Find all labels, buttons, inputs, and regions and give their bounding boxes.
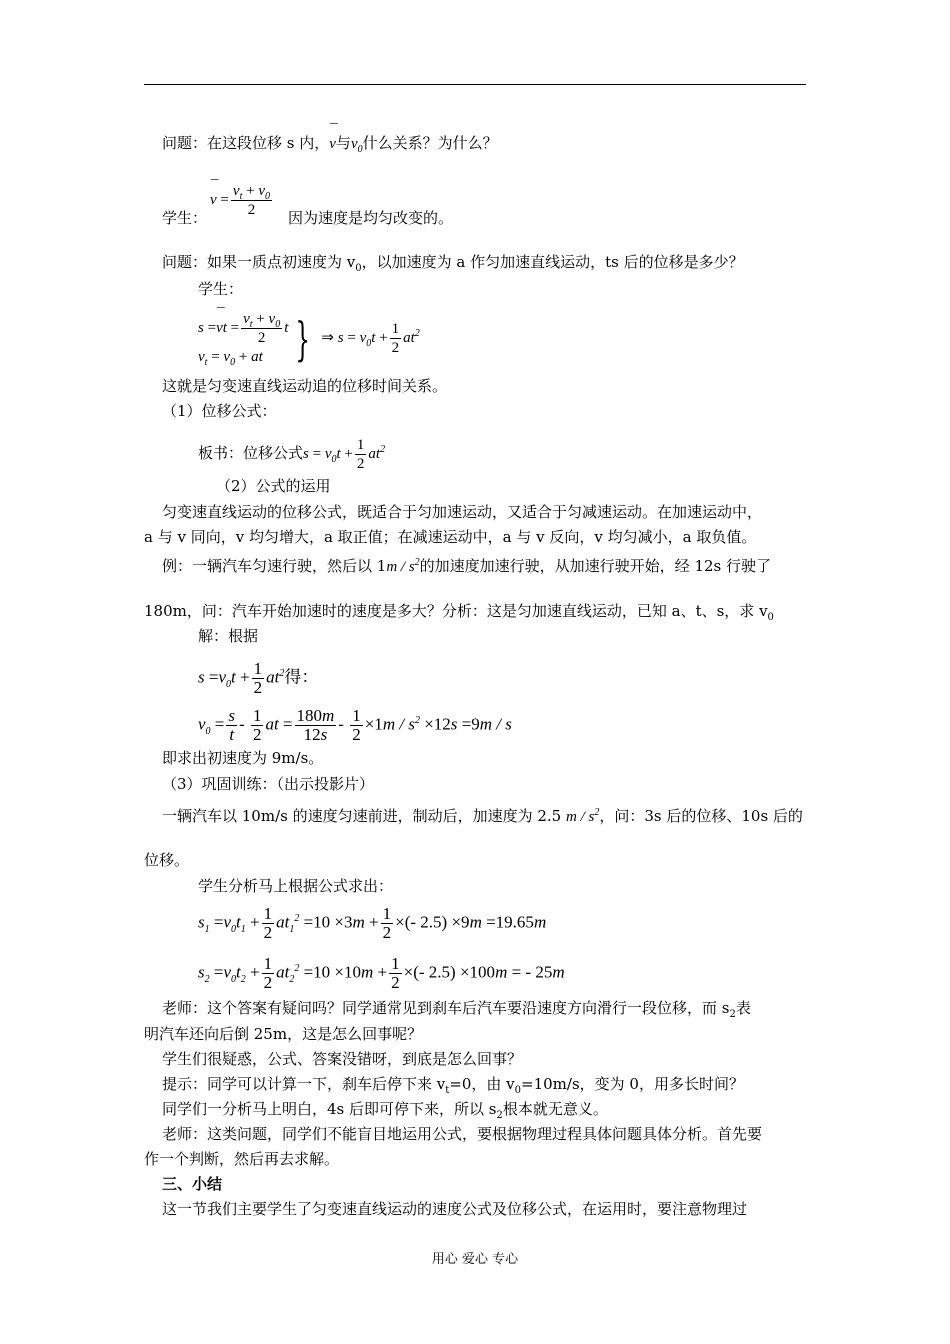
teacher-1b-text: 表 [735, 999, 751, 1017]
page-footer: 用心 爱心 专心 [431, 1252, 519, 1267]
exercise-text-b: ，问：3s 后的位移、10s 后的 [599, 807, 803, 825]
paragraph-1b: a 与 v 同向，v 均匀增大，a 取正值；在减速运动中，a 与 v 反向，v 均匀减小，a 取负值。 [144, 528, 757, 546]
teacher-1a: 老师：这个答案有疑问吗？同学通常见到刹车后汽车要沿速度方向滑行一段位移，而 $s_2$表 [162, 999, 751, 1020]
header-rule [144, 84, 806, 85]
student-answer-1: 因为速度是均匀改变的。 [288, 209, 454, 227]
paragraph-1a: 匀变速直线运动的位移公式，既适合于匀加速运动，又适合于匀减速运动。在加速运动中， [162, 503, 763, 521]
summary-heading: 三、小结 [162, 1175, 223, 1193]
example-text-a: 例：一辆汽车匀速行驶，然后以 1 [162, 557, 387, 575]
math-v0: $v_0$ [350, 136, 363, 155]
formula-solve-2: $v_0$ = $\frac{s}{t}$ - $\frac{1}{2}$ at = $\frac{180m}{12s}$ - $\frac{1}{2}$ $\times 1m / s^2 \times 12s =9m / s$ [198, 706, 512, 744]
section-2-heading: （2）公式的运用 [216, 477, 331, 495]
q2-text: 问题：如果一质点初速度为 v [162, 253, 356, 271]
realize-text: 同学们一分析马上明白，4s 后即可停下来，所以 $s_2$根本就无意义。 [162, 1100, 608, 1121]
exercise-text-a: 一辆汽车以 10m/s 的速度匀速前进，制动后，加速度为 2.5 [162, 807, 562, 825]
hint-b: =0，由 v [449, 1075, 515, 1093]
teacher-1c: 明汽车还向后倒 25m，这是怎么回事呢？ [144, 1025, 423, 1043]
example-1a: 例：一辆汽车匀速行驶，然后以 $1m / s^2$的加速度加速行驶，从加速行驶开始，经 12s 行驶了 [162, 557, 771, 575]
example-text-b: 的加速度加速行驶，从加速行驶开始，经 12s 行驶了 [419, 557, 771, 575]
de-text: 得： [284, 667, 319, 687]
math-vbar: ¯ v [329, 134, 336, 154]
student-label-2: 学生： [198, 280, 244, 298]
formula-vavg: ¯ v = $\frac{v_t + v_0}{2}$ [210, 180, 274, 220]
relation-text: 这就是匀变速直线运动追的位移时间关系。 [162, 377, 448, 395]
formula-derivation: s =¯ vt = $\frac{v_t + v_0}{2}$ t $v_t = v_0$ + at } ⇒ $s = v_0t$ + $\frac{1}{2}$ $at^2$ [198, 310, 420, 367]
student-label-1: 学生： [162, 209, 208, 227]
teacher-2b: 作一个判断，然后再去求解。 [144, 1150, 340, 1168]
teacher-1a-text: 老师：这个答案有疑问吗？同学通常见到刹车后汽车要沿速度方向滑行一段位移，而 s [162, 999, 730, 1017]
realize-b: 根本就无意义。 [502, 1100, 608, 1118]
question-2: 问题：如果一质点初速度为 $v_0$，以加速度为 a 作匀加速直线运动，ts 后的位移是多少？ [162, 253, 744, 274]
hint-text: 提示：同学可以计算一下，刹车后停下来 $v_t=0$，由 $v_0=10m/s$，变为 0，用多长时间？ [162, 1075, 744, 1096]
hint-c: =10m/s，变为 0，用多长时间？ [521, 1075, 744, 1093]
example-1c: 180m，问：汽车开始加速时的速度是多大？分析：这是匀加速直线运动，已知 a、t、s，求 $v_0$ [144, 602, 774, 623]
formula-s2: $s_2 =v_0t_2$ + $\frac{1}{2}$ $at_2^2 =10 \times 10m$ + $\frac{1}{2}$ ×(- 2.5) ×100m = - 25m [198, 954, 565, 992]
doubt-text: 学生们很疑惑，公式、答案没错呀，到底是怎么回事？ [162, 1050, 523, 1068]
formula-s1: $s_1 =v_0t_1$ + $\frac{1}{2}$ $at_1^2 =10 \times 3m$ + $\frac{1}{2}$ ×(- 2.5) ×9m =19.65m [198, 904, 547, 942]
board-formula: 板书：位移公式$s = v_0t$ + $\frac{1}{2}$ $at^2$ [198, 437, 386, 472]
solve-label: 解：根据 [198, 627, 259, 645]
example-text-c: 180m，问：汽车开始加速时的速度是多大？分析：这是匀加速直线运动，已知 a、t、s，求 v [144, 602, 768, 620]
exercise-c: 位移。 [144, 851, 190, 869]
summary-text: 这一节我们主要学生了匀变速直线运动的速度公式及位移公式，在运用时，要注意物理过 [162, 1200, 748, 1218]
result-text: 即求出初速度为 9m/s。 [162, 749, 324, 767]
analysis-text: 学生分析马上根据公式求出： [198, 877, 394, 895]
q1-text-a: 问题：在这段位移 s 内， [162, 134, 330, 152]
hint-a: 提示：同学可以计算一下，刹车后停下来 v [162, 1075, 446, 1093]
q1-text-b: 与 [335, 134, 351, 152]
exercise-a: 一辆汽车以 10m/s 的速度匀速前进，制动后，加速度为 2.5 m / $s^2$，问：3s 后的位移、10s 后的 [162, 807, 803, 825]
realize-a: 同学们一分析马上明白，4s 后即可停下来，所以 s [162, 1100, 497, 1118]
board-label: 板书：位移公式 [198, 443, 304, 462]
section-1-heading: （1）位移公式： [162, 402, 277, 420]
question-1 [162, 133, 498, 154]
formula-solve-1: $s =v_0t$ + $\frac{1}{2}$ $at^2$得： [198, 659, 319, 697]
teacher-2a: 老师：这类问题，同学们不能盲目地运用公式，要根据物理过程具体问题具体分析。首先要 [162, 1125, 763, 1143]
q2-tail: ，以加速度为 a 作匀加速直线运动，ts 后的位移是多少？ [361, 253, 744, 271]
q1-text-c: 什么关系？为什么？ [362, 134, 498, 152]
section-3-heading: （3）巩固训练：（出示投影片） [162, 775, 375, 793]
